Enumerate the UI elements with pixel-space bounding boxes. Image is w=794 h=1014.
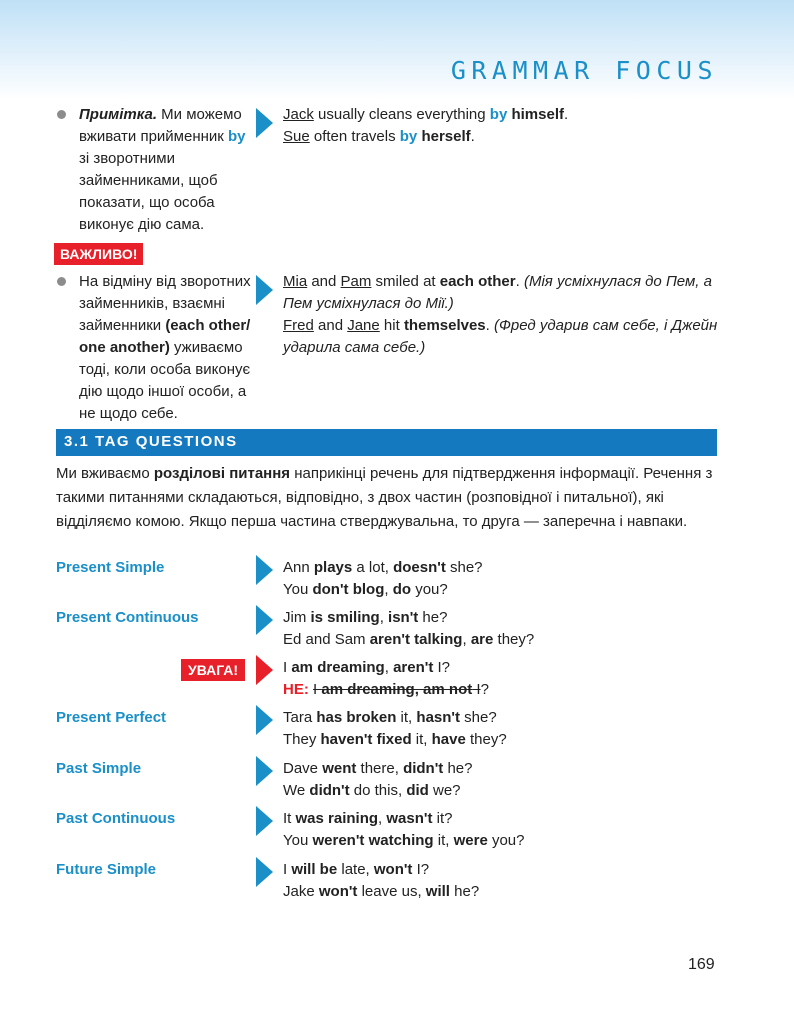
- arrow-right-icon: [256, 705, 273, 735]
- example-reflexive: [283, 104, 713, 148]
- arrow-right-icon: [256, 806, 273, 836]
- header-band: [0, 0, 794, 100]
- note-label: Примітка.: [79, 106, 158, 123]
- arrow-right-icon: [256, 655, 273, 685]
- tense-label: Present Perfect: [56, 709, 167, 726]
- tag-question-examples: [283, 808, 525, 852]
- tag-question-examples: [283, 607, 534, 651]
- example-line: Sue often travels by herself.: [283, 128, 475, 145]
- important-badge: ВАЖЛИВО!: [54, 243, 143, 265]
- attention-badge: УВАГА!: [181, 659, 245, 681]
- tag-question-examples: [283, 758, 472, 802]
- arrow-right-icon: [256, 605, 273, 635]
- example-line: Ed and Sam aren't talking, are they?: [283, 631, 535, 648]
- page-heading: GRAMMAR FOCUS: [450, 56, 718, 85]
- example-line: I will be late, won't I?: [283, 861, 430, 878]
- arrow-right-icon: [256, 108, 273, 138]
- intro-paragraph: Ми вживаємо розділові питання наприкінці речень для підтвердження інформації. Речення з такими питаннями складаються, відповідно, з двох частин (розповідної і питальної), які відділяємо комою. Якщо перша частина стверджувальна, то друга — заперечна і навпаки.: [56, 465, 713, 530]
- example-line: Ann plays a lot, doesn't she?: [283, 559, 483, 576]
- example-line: We didn't do this, did we?: [283, 782, 461, 799]
- tag-question-examples: [283, 707, 507, 751]
- example-reciprocal: [283, 271, 719, 359]
- example-line: You weren't watching it, were you?: [283, 832, 525, 849]
- tense-label: Past Simple: [56, 760, 142, 777]
- tag-question-examples: [283, 859, 479, 903]
- wrong-example-line: НЕ: I am dreaming, am not I?: [283, 681, 489, 698]
- example-line: Jack usually cleans everything by himself.: [283, 106, 569, 123]
- example-line: I am dreaming, aren't I?: [283, 659, 450, 676]
- arrow-right-icon: [256, 275, 273, 305]
- bullet-icon: [57, 277, 66, 286]
- section-title: 3.1 TAG QUESTIONS: [64, 433, 238, 450]
- tense-label: Future Simple: [56, 861, 157, 878]
- example-line: Dave went there, didn't he?: [283, 760, 473, 777]
- page-number: 169: [688, 956, 715, 973]
- example-line: It was raining, wasn't it?: [283, 810, 453, 827]
- arrow-right-icon: [256, 756, 273, 786]
- example-line: Jake won't leave us, will he?: [283, 883, 480, 900]
- tense-label: Present Continuous: [56, 609, 199, 626]
- example-line: You don't blog, do you?: [283, 581, 448, 598]
- example-line: Jim is smiling, isn't he?: [283, 609, 448, 626]
- arrow-right-icon: [256, 857, 273, 887]
- note-reciprocal-pronouns: На відміну від зворотних займенників, взаємні займенники (each other/ one another) уживаємо тоді, коли особа виконує дію щодо іншої особи, а не щодо себе.: [79, 273, 251, 422]
- bullet-icon: [57, 110, 66, 119]
- attention-examples: [283, 657, 489, 701]
- tense-label: Past Continuous: [56, 810, 176, 827]
- example-line: Mia and Pam smiled at each other. (Мія усміхнулася до Пем, а Пем усміхнулася до Мії.): [283, 273, 712, 312]
- example-line: Fred and Jane hit themselves. (Фред ударив сам себе, і Джейн ударила сама себе.): [283, 317, 718, 356]
- tense-label: Present Simple: [56, 559, 165, 576]
- tag-question-examples: [283, 557, 483, 601]
- note-reflexive-by: Примітка. Ми можемо вживати прийменник by зі зворотними займенниками, щоб показати, що особа виконує дію сама.: [79, 106, 246, 233]
- example-line: Tara has broken it, hasn't she?: [283, 709, 497, 726]
- arrow-right-icon: [256, 555, 273, 585]
- example-line: They haven't fixed it, have they?: [283, 731, 507, 748]
